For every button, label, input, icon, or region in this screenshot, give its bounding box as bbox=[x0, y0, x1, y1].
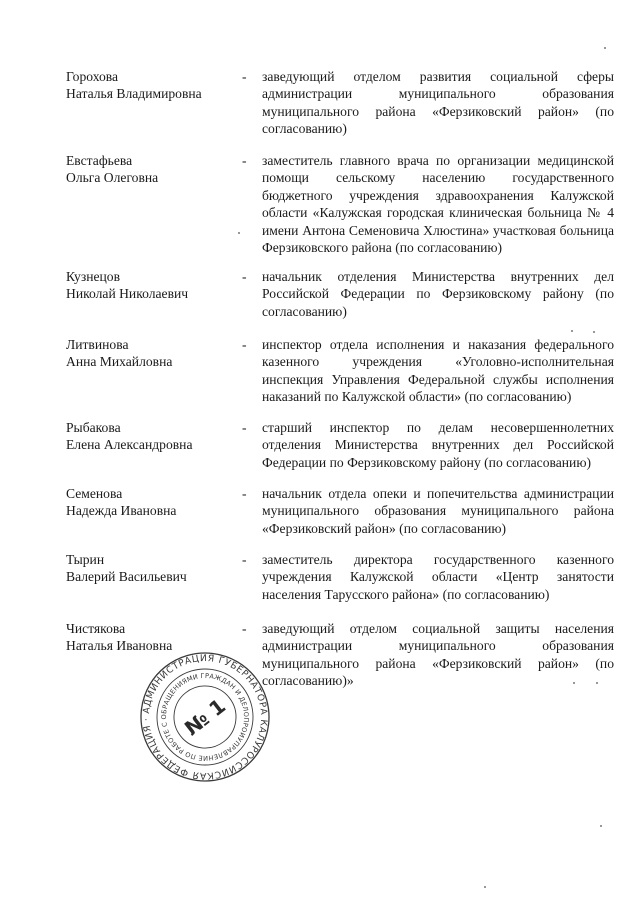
dash-separator: - bbox=[242, 269, 247, 284]
member-name bbox=[66, 419, 236, 454]
seal-number: № 1 bbox=[179, 693, 231, 741]
member-given-names: Елена Александровна bbox=[66, 437, 193, 453]
member-role: старший инспектор по делам несовершеннолетних отделения Министерства внутренних дел Российской Федерации по Ферзиковскому району (по согласованию) bbox=[262, 420, 614, 470]
dash-separator: - bbox=[242, 69, 247, 84]
seal-inner-text: УПРАВЛЕНИЕ ПО РАБОТЕ С ОБРАЩЕНИЯМИ ГРАЖДАН И ДЕЛОПРОИЗВОДСТВУ bbox=[159, 671, 251, 763]
member-surname: Тырин bbox=[66, 552, 105, 567]
member-surname: Рыбакова bbox=[66, 420, 121, 435]
scan-speck bbox=[596, 682, 598, 684]
dash-separator: - bbox=[242, 552, 247, 567]
member-surname: Литвинова bbox=[66, 337, 129, 352]
member-name bbox=[66, 551, 236, 586]
member-surname: Кузнецов bbox=[66, 269, 121, 284]
member-surname: Евстафьева bbox=[66, 153, 133, 168]
member-role: заместитель главного врача по организации медицинской помощи сельскому населению государственного бюджетного учреждения здравоохранения Калужской области «Калужская городская клиническая больница № 4 имени Антона Семеновича Хлюстина» участковая больница Ферзиковского района (по согласованию) bbox=[262, 153, 614, 256]
dash-separator: - bbox=[242, 337, 247, 352]
member-given-names: Ольга Олеговна bbox=[66, 170, 159, 186]
scan-speck bbox=[571, 330, 573, 332]
member-role: начальник отдела опеки и попечительства администрации муниципального образования муниципального района «Ферзиковский район» (по согласованию) bbox=[262, 486, 614, 536]
member-given-names: Наталья Владимировна bbox=[66, 86, 202, 102]
member-role: начальник отделения Министерства внутренних дел Российской Федерации по Ферзиковскому району (по согласованию) bbox=[262, 269, 614, 319]
member-given-names: Валерий Васильевич bbox=[66, 569, 187, 585]
member-surname: Горохова bbox=[66, 69, 119, 84]
member-name bbox=[66, 336, 236, 371]
member-surname: Семенова bbox=[66, 486, 123, 501]
member-role: заместитель директора государственного казенного учреждения Калужской области «Центр занятости населения Тарусского района» (по согласованию) bbox=[262, 552, 614, 602]
seal-outer-text: РОССИЙСКАЯ ФЕДЕРАЦИЯ · АДМИНИСТРАЦИЯ ГУБЕРНАТОРА КАЛУЖСКОЙ bbox=[140, 652, 270, 782]
member-given-names: Надежда Ивановна bbox=[66, 503, 177, 519]
dash-separator: - bbox=[242, 153, 247, 168]
scan-speck bbox=[604, 47, 606, 49]
dash-separator: - bbox=[242, 621, 247, 636]
scan-speck bbox=[600, 825, 602, 827]
official-seal bbox=[138, 650, 272, 784]
member-name bbox=[66, 152, 236, 187]
member-role: заведующий отделом развития социальной сферы администрации муниципального образования муниципального района «Ферзиковский район» (по согласованию) bbox=[262, 69, 614, 137]
dash-separator: - bbox=[242, 486, 247, 501]
member-given-names: Наталья Ивановна bbox=[66, 638, 173, 654]
scan-speck bbox=[484, 886, 486, 888]
scan-speck bbox=[573, 682, 575, 684]
member-role: инспектор отдела исполнения и наказания федерального казенного учреждения «Уголовно-исполнительная инспекция Управления Федеральной службы исполнения наказаний по Калужской области» (по согласованию) bbox=[262, 337, 614, 405]
member-name bbox=[66, 485, 236, 520]
member-surname: Чистякова bbox=[66, 621, 126, 636]
scan-speck bbox=[593, 331, 595, 333]
seal-icon bbox=[138, 650, 272, 784]
dash-separator: - bbox=[242, 420, 247, 435]
member-role: заведующий отделом социальной защиты населения администрации муниципального образования муниципального района «Ферзиковский район» (по согласованию)» bbox=[262, 621, 614, 689]
member-given-names: Анна Михайловна bbox=[66, 354, 173, 370]
scan-speck bbox=[238, 232, 240, 234]
member-given-names: Николай Николаевич bbox=[66, 286, 189, 302]
member-name bbox=[66, 268, 236, 303]
member-name bbox=[66, 68, 236, 103]
